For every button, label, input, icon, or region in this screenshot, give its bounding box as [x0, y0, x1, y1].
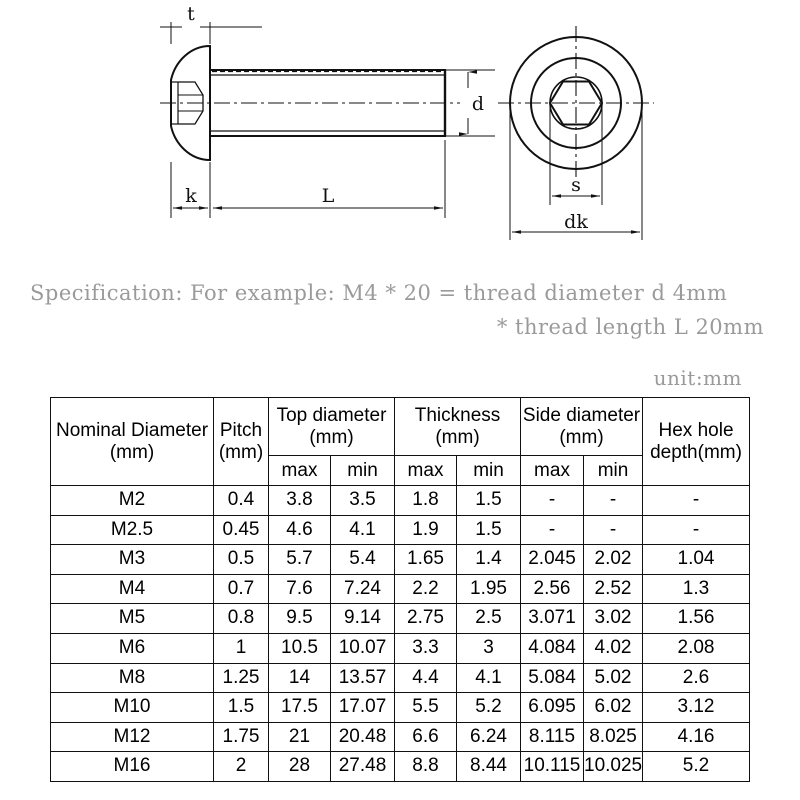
header-side-diameter-line1: Side diameter: [522, 404, 641, 426]
cell-thickness-max: 4.4: [395, 663, 457, 693]
subheader-side-diameter-min: min: [584, 456, 643, 486]
cell-top-diameter-min: 17.07: [331, 693, 395, 723]
cell-top-diameter-max: 17.5: [269, 693, 331, 723]
cell-hex-hole-depth-min: -: [643, 515, 750, 545]
cell-top-diameter-min: 27.48: [331, 752, 395, 782]
cell-side-diameter-max: -: [521, 486, 584, 516]
header-thickness-line2: (mm): [435, 426, 480, 448]
cell-nominal-diameter: M12: [51, 722, 214, 752]
specification-note: [30, 276, 770, 344]
cell-side-diameter-max: 8.115: [521, 722, 584, 752]
cell-side-diameter-max: 3.071: [521, 604, 584, 634]
cell-top-diameter-min: 3.5: [331, 486, 395, 516]
cell-hex-hole-depth-min: 3.12: [643, 693, 750, 723]
header-top-diameter-line1: Top diameter: [276, 404, 387, 426]
cell-thickness-max: 1.9: [395, 515, 457, 545]
table-row: [51, 633, 750, 663]
cell-side-diameter-max: 2.045: [521, 545, 584, 575]
header-pitch-line1: Pitch: [219, 419, 263, 441]
cell-pitch: 0.8: [214, 604, 269, 634]
header-nominal-diameter: [51, 398, 214, 486]
cell-side-diameter-max: 6.095: [521, 693, 584, 723]
cell-thickness-max: 5.5: [395, 693, 457, 723]
cell-side-diameter-min: -: [584, 515, 643, 545]
specification-table: [50, 397, 750, 782]
table-row: [51, 486, 750, 516]
cell-hex-hole-depth-min: 1.56: [643, 604, 750, 634]
top-view-geometry: [498, 26, 654, 180]
cell-thickness-min: 3: [457, 633, 521, 663]
cell-nominal-diameter: M8: [51, 663, 214, 693]
table-row: [51, 574, 750, 604]
header-hex-hole-depth-line2: depth(mm): [650, 441, 742, 463]
cell-side-diameter-max: 2.56: [521, 574, 584, 604]
cell-top-diameter-max: 10.5: [269, 633, 331, 663]
cell-side-diameter-min: 5.02: [584, 663, 643, 693]
cell-top-diameter-min: 13.57: [331, 663, 395, 693]
cell-top-diameter-max: 4.6: [269, 515, 331, 545]
cell-side-diameter-min: 3.02: [584, 604, 643, 634]
header-thickness: [395, 398, 521, 456]
cell-thickness-max: 2.75: [395, 604, 457, 634]
unit-label: unit:mm: [653, 366, 742, 390]
header-top-diameter-line2: (mm): [309, 426, 354, 448]
cell-thickness-min: 1.5: [457, 486, 521, 516]
side-view-geometry: [160, 46, 460, 160]
cell-hex-hole-depth-min: 5.2: [643, 752, 750, 782]
cell-thickness-max: 1.8: [395, 486, 457, 516]
cell-nominal-diameter: M6: [51, 633, 214, 663]
table-body: [51, 486, 750, 782]
table-row: [51, 693, 750, 723]
header-side-diameter: [521, 398, 643, 456]
subheader-side-diameter-max: max: [521, 456, 584, 486]
subheader-thickness-max: max: [395, 456, 457, 486]
table-row: [51, 722, 750, 752]
cell-top-diameter-min: 20.48: [331, 722, 395, 752]
header-nominal-diameter-line2: (mm): [109, 441, 155, 463]
cell-top-diameter-min: 4.1: [331, 515, 395, 545]
cell-hex-hole-depth-min: 4.16: [643, 722, 750, 752]
label-k: k: [185, 185, 197, 207]
header-pitch: [214, 398, 269, 486]
cell-side-diameter-min: 8.025: [584, 722, 643, 752]
cell-top-diameter-max: 28: [269, 752, 331, 782]
header-side-diameter-line2: (mm): [559, 426, 604, 448]
cell-top-diameter-max: 7.6: [269, 574, 331, 604]
cell-thickness-min: 8.44: [457, 752, 521, 782]
cell-nominal-diameter: M5: [51, 604, 214, 634]
cell-pitch: 0.45: [214, 515, 269, 545]
spec-note-line-2: * thread length L 20mm: [496, 315, 764, 339]
dimension-t: [160, 22, 262, 44]
cell-pitch: 1.5: [214, 693, 269, 723]
cell-pitch: 1.25: [214, 663, 269, 693]
cell-pitch: 0.7: [214, 574, 269, 604]
cell-hex-hole-depth-min: 1.04: [643, 545, 750, 575]
cell-nominal-diameter: M10: [51, 693, 214, 723]
cell-pitch: 1: [214, 633, 269, 663]
engineering-drawing: [0, 0, 800, 260]
cell-nominal-diameter: M2: [51, 486, 214, 516]
subheader-thickness-min: min: [457, 456, 521, 486]
cell-thickness-min: 2.5: [457, 604, 521, 634]
cell-thickness-min: 5.2: [457, 693, 521, 723]
header-hex-hole-depth: [643, 398, 750, 486]
cell-hex-hole-depth-min: 2.08: [643, 633, 750, 663]
cell-top-diameter-min: 7.24: [331, 574, 395, 604]
table-row: [51, 515, 750, 545]
cell-pitch: 1.75: [214, 722, 269, 752]
specification-table-container: [50, 397, 749, 782]
label-dk: dk: [564, 211, 588, 233]
table-header-group-row: [51, 398, 750, 456]
cell-top-diameter-min: 5.4: [331, 545, 395, 575]
cell-pitch: 0.5: [214, 545, 269, 575]
table-row: [51, 663, 750, 693]
subheader-top-diameter-max: max: [269, 456, 331, 486]
cell-side-diameter-min: 10.025: [584, 752, 643, 782]
cell-thickness-min: 4.1: [457, 663, 521, 693]
cell-top-diameter-max: 14: [269, 663, 331, 693]
label-L: L: [321, 185, 335, 207]
cell-thickness-max: 1.65: [395, 545, 457, 575]
cell-pitch: 2: [214, 752, 269, 782]
header-top-diameter: [269, 398, 395, 456]
cell-top-diameter-max: 9.5: [269, 604, 331, 634]
cell-thickness-min: 1.95: [457, 574, 521, 604]
header-thickness-line1: Thickness: [414, 404, 501, 426]
cell-side-diameter-max: -: [521, 515, 584, 545]
table-row: [51, 545, 750, 575]
cell-thickness-min: 1.5: [457, 515, 521, 545]
cell-nominal-diameter: M4: [51, 574, 214, 604]
cell-side-diameter-min: -: [584, 486, 643, 516]
cell-thickness-min: 1.4: [457, 545, 521, 575]
cell-top-diameter-max: 3.8: [269, 486, 331, 516]
cell-top-diameter-max: 21: [269, 722, 331, 752]
cell-side-diameter-max: 5.084: [521, 663, 584, 693]
subheader-top-diameter-min: min: [331, 456, 395, 486]
cell-hex-hole-depth-min: 2.6: [643, 663, 750, 693]
label-s: s: [571, 174, 581, 196]
spec-note-line-1: Specification: For example: M4 * 20 = thread diameter d 4mm: [30, 281, 728, 305]
cell-side-diameter-max: 4.084: [521, 633, 584, 663]
cell-thickness-max: 2.2: [395, 574, 457, 604]
header-nominal-diameter-line1: Nominal Diameter: [55, 419, 209, 441]
cell-side-diameter-max: 10.115: [521, 752, 584, 782]
cell-side-diameter-min: 2.02: [584, 545, 643, 575]
cell-side-diameter-min: 2.52: [584, 574, 643, 604]
cell-hex-hole-depth-min: 1.3: [643, 574, 750, 604]
table-row: [51, 752, 750, 782]
cell-side-diameter-min: 4.02: [584, 633, 643, 663]
cell-nominal-diameter: M3: [51, 545, 214, 575]
cell-hex-hole-depth-min: -: [643, 486, 750, 516]
cell-side-diameter-min: 6.02: [584, 693, 643, 723]
cell-pitch: 0.4: [214, 486, 269, 516]
cell-thickness-max: 3.3: [395, 633, 457, 663]
cell-nominal-diameter: M16: [51, 752, 214, 782]
header-hex-hole-depth-line1: Hex hole: [658, 419, 734, 441]
label-t: t: [187, 3, 195, 25]
cell-thickness-max: 6.6: [395, 722, 457, 752]
cell-top-diameter-min: 10.07: [331, 633, 395, 663]
cell-top-diameter-min: 9.14: [331, 604, 395, 634]
table-row: [51, 604, 750, 634]
header-pitch-line2: (mm): [218, 441, 264, 463]
cell-thickness-max: 8.8: [395, 752, 457, 782]
cell-thickness-min: 6.24: [457, 722, 521, 752]
cell-top-diameter-max: 5.7: [269, 545, 331, 575]
table-header: [51, 398, 750, 486]
label-d: d: [471, 93, 485, 115]
cell-nominal-diameter: M2.5: [51, 515, 214, 545]
